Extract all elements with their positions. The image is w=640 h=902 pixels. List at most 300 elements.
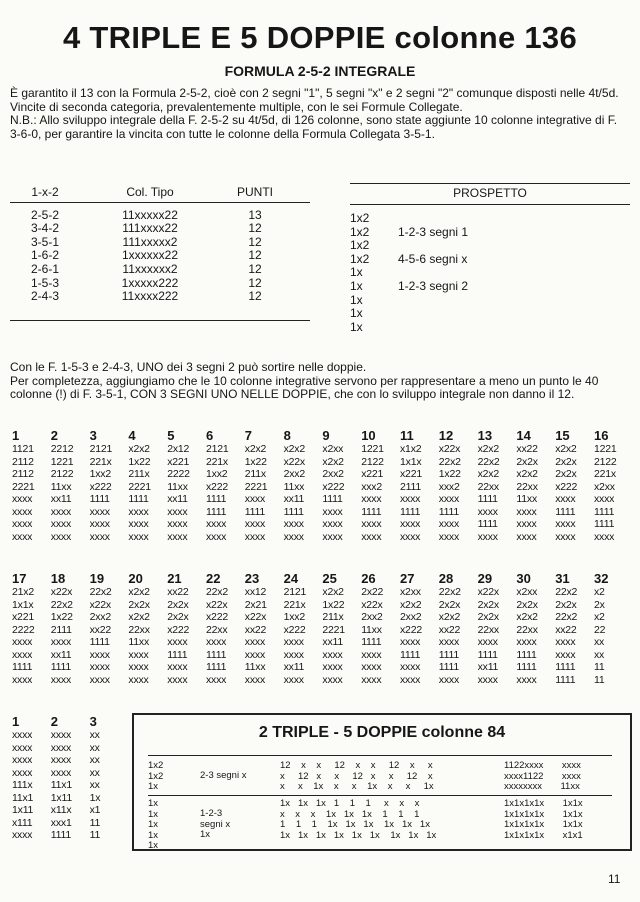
table-cell: 11xxxxx22 — [122, 207, 178, 222]
table-cell: 12 — [248, 248, 262, 263]
column-sign: 2x2x — [128, 598, 150, 611]
column-sign: 1111 — [555, 661, 576, 673]
column-number: 1 — [12, 428, 20, 443]
column-number: 5 — [167, 428, 175, 443]
box-top-signs: 1x2 1x2 1x — [148, 760, 164, 793]
column-number: 28 — [438, 571, 454, 586]
column-sign: xxxx — [89, 661, 110, 673]
column-sign: xxxx — [12, 741, 33, 754]
column-sign: 1xx2 — [283, 611, 305, 623]
column-block — [90, 714, 101, 842]
column-sign: 1x — [89, 791, 101, 804]
column-sign: xxxx — [400, 636, 421, 648]
column-sign: 2221 — [322, 623, 345, 636]
column-sign: 22x2 — [438, 586, 461, 598]
column-sign: 1111 — [167, 648, 188, 661]
column-sign: xxxx — [167, 673, 188, 686]
prospetto-cell: 1x2 — [350, 224, 370, 239]
column-number: 2 — [50, 428, 59, 443]
column-sign: 1x22 — [50, 611, 73, 623]
box-mid-rule — [148, 795, 612, 796]
column-sign: 22x2 — [438, 455, 461, 468]
column-number: 16 — [594, 428, 609, 443]
column-sign: xxxx — [438, 518, 459, 530]
column-number: 14 — [516, 428, 531, 443]
prospetto-row — [350, 280, 630, 294]
column-sign: 2x2x — [477, 611, 499, 623]
column-sign: 2111 — [400, 480, 421, 493]
column-sign: 1111 — [89, 636, 110, 648]
prospetto-row — [350, 266, 630, 280]
column-block — [245, 428, 268, 543]
column-sign: 221x — [206, 455, 228, 468]
column-sign: xxxx — [477, 530, 498, 543]
table-cell: 3-4-2 — [30, 221, 59, 236]
column-sign: x2x2 — [128, 586, 150, 598]
intro-paragraph: È garantito il 13 con la Formula 2-5-2, cioè con 2 segni "1", 5 segni "x" e 2 segni "2" comunque disposti nelle 4t/5d. Vincite di seconda categoria, prevalentemente multiple, con le sei Formule Collegate. — [10, 86, 619, 114]
column-sign: x222 — [89, 480, 112, 493]
column-sign: 11 — [594, 673, 605, 686]
column-sign: xxxx — [555, 493, 576, 505]
prospetto-cell: 1x2 — [350, 211, 370, 225]
box-title: 2 TRIPLE - 5 DOPPIE colonne 84 — [258, 724, 506, 741]
column-sign: xxxx — [244, 518, 265, 530]
intro-text — [10, 87, 630, 141]
column-sign: 1111 — [206, 505, 227, 518]
table-header-row — [10, 186, 310, 200]
table-cell: 111xxxxx2 — [122, 234, 178, 249]
column-sign: xxxx — [50, 673, 71, 686]
column-sign: xxxx — [322, 518, 343, 530]
column-block — [128, 428, 151, 543]
column-block — [478, 428, 500, 543]
column-sign: xxxx — [244, 636, 265, 648]
column-sign: 1111 — [516, 648, 537, 661]
column-block — [516, 428, 537, 543]
column-number: 9 — [322, 428, 330, 443]
column-sign: xx — [89, 779, 100, 791]
box-bottom-right-columns: 1x1x1x1x 1x1x 1x1x1x1x 1x1x 1x1x1x1x 1x1x 1x1x1x1x x1x1 — [504, 798, 583, 841]
column-block — [594, 428, 617, 543]
column-sign: 2121 — [283, 586, 307, 598]
column-sign: xxxx — [244, 530, 265, 543]
column-sign: xxxx — [244, 493, 265, 505]
column-sign: x1x2 — [400, 443, 422, 455]
column-sign: 11xx — [244, 661, 266, 673]
column-sign: 2x2x — [516, 598, 538, 611]
column-number: 1 — [12, 714, 20, 729]
table-cell: 12 — [248, 261, 262, 276]
column-sign: x22x — [206, 598, 228, 611]
summary-box — [132, 713, 632, 851]
column-sign: xxxx — [283, 518, 304, 530]
column-sign: xx22 — [438, 623, 461, 636]
prospetto-cell: 1x2 — [350, 238, 370, 253]
column-sign: x2 — [594, 611, 605, 623]
column-sign: xxxx — [283, 673, 304, 686]
column-block — [206, 571, 228, 686]
prospetto-cell: 4-5-6 segni x — [398, 251, 468, 266]
column-sign: xxxx — [12, 505, 33, 518]
column-sign: 1111 — [89, 493, 110, 505]
column-sign: xxxx — [361, 518, 382, 530]
column-sign: 22xx — [516, 480, 538, 493]
column-sign: 11xx — [283, 480, 305, 493]
column-sign: xxxx — [516, 505, 537, 518]
prospetto-cell: 1x — [350, 292, 363, 307]
column-header: PUNTI — [237, 185, 273, 199]
column-sign: 22xx — [206, 623, 228, 636]
table-cell: 111xxxx22 — [122, 221, 178, 236]
column-sign: xx22 — [244, 623, 267, 636]
column-sign: 22xx — [477, 480, 499, 493]
column-number: 20 — [128, 571, 143, 586]
column-block — [51, 428, 74, 543]
table-cell: 2-6-1 — [30, 261, 59, 276]
column-sign: xxxx — [400, 673, 421, 686]
column-sign: 22x2 — [50, 598, 73, 611]
column-sign: x22x — [89, 598, 111, 611]
column-sign: xxxx — [322, 648, 343, 661]
column-sign: xxxx — [128, 661, 149, 673]
column-sign: 2111 — [50, 623, 72, 636]
column-sign: xxxx — [477, 673, 498, 686]
column-sign: xxxx — [400, 661, 421, 673]
column-sign: xxxx — [438, 530, 459, 543]
column-sign: xxxx — [50, 729, 71, 741]
prospetto-row — [350, 212, 630, 226]
prospetto-top-rule — [350, 183, 630, 184]
prospetto-cell: 1-2-3 segni 1 — [398, 224, 469, 239]
column-sign: xxxx — [89, 530, 110, 543]
table-row — [10, 277, 310, 291]
column-sign: 1x22 — [244, 455, 267, 468]
column-sign: x2x2 — [438, 611, 461, 623]
column-sign: x111 — [12, 816, 33, 829]
column-sign: 2122 — [361, 455, 384, 468]
column-sign: xxxx — [50, 505, 71, 518]
column-sign: 22xx — [477, 623, 499, 636]
column-sign: 2x12 — [167, 443, 190, 455]
prospetto-row — [350, 239, 630, 253]
column-number: 11 — [400, 428, 414, 443]
column-sign: 1x1x — [400, 455, 422, 468]
column-sign: x2x2 — [244, 443, 267, 455]
column-sign: x2x2 — [283, 443, 305, 455]
column-sign: 1xx2 — [206, 468, 228, 480]
table-cell: 12 — [248, 234, 262, 249]
column-sign: 1111 — [50, 661, 72, 673]
table-bottom-rule — [10, 320, 310, 321]
column-sign: 22x2 — [555, 611, 578, 623]
column-sign: xxxx — [12, 729, 33, 741]
column-sign: 2xx2 — [361, 611, 383, 623]
column-sign: x2 — [594, 586, 605, 598]
column-sign: 2122 — [50, 468, 74, 480]
column-sign: xxxx — [206, 530, 227, 543]
column-sign: 221x — [89, 455, 112, 468]
column-sign: 2x2x — [167, 598, 189, 611]
column-sign: x2xx — [400, 586, 421, 598]
column-block — [361, 428, 384, 543]
column-sign: xxxx — [361, 673, 382, 686]
prospetto-row — [350, 321, 630, 335]
column-block — [51, 714, 72, 842]
column-number: 3 — [89, 714, 97, 729]
table-cell: 3-5-1 — [30, 234, 59, 249]
column-sign: x2x2 — [477, 468, 499, 480]
column-sign: 1111 — [477, 648, 498, 661]
column-sign: x22x — [283, 455, 305, 468]
column-sign: xxx1 — [50, 816, 72, 829]
column-sign: xxxx — [89, 505, 110, 518]
column-sign: xx — [594, 636, 605, 648]
column-sign: 2x2x — [555, 455, 577, 468]
column-sign: 1121 — [12, 443, 34, 455]
column-sign: xxxx — [555, 648, 576, 661]
column-sign: xxxx — [167, 661, 188, 673]
column-sign: 2x21 — [244, 598, 267, 611]
table-cell: 11xxxx222 — [121, 289, 179, 304]
column-sign: xx11 — [322, 636, 343, 648]
column-sign: 1111 — [361, 505, 382, 518]
column-sign: xxxx — [50, 530, 71, 543]
column-sign: xxxx — [594, 530, 615, 543]
column-sign: xx22 — [555, 623, 577, 636]
column-sign: xxxx — [516, 518, 537, 530]
table-row — [10, 209, 310, 223]
column-sign: x221 — [400, 468, 422, 480]
column-sign: 11xx — [50, 480, 72, 493]
column-number: 4 — [128, 428, 136, 443]
column-sign: xx11 — [283, 493, 305, 505]
column-block — [400, 571, 422, 686]
column-sign: 2x2x — [555, 598, 577, 611]
column-sign: xx — [89, 741, 100, 754]
column-sign: xxxx — [12, 530, 33, 543]
column-sign: x2x2 — [555, 443, 577, 455]
column-sign: xxxx — [438, 673, 459, 686]
column-sign: 2xx2 — [322, 468, 344, 480]
column-sign: xxxx — [322, 661, 343, 673]
note-line: Con le F. 1-5-3 e 2-4-3, UNO dei 3 segni 2 può sortire nelle doppie. — [10, 360, 367, 374]
column-block — [555, 571, 577, 686]
prospetto-cell: 1x — [350, 306, 363, 321]
column-block — [167, 571, 189, 686]
column-sign: xxxx — [50, 766, 71, 779]
column-sign: 1111 — [206, 661, 227, 673]
column-sign: x11x — [50, 804, 72, 816]
column-sign: 22xx — [516, 623, 538, 636]
column-sign: xxxx — [12, 493, 33, 505]
column-sign: xxxx — [477, 505, 498, 518]
column-sign: xxxx — [555, 518, 576, 530]
column-sign: 1111 — [594, 518, 615, 530]
column-sign: 1111 — [594, 505, 615, 518]
column-sign: x222 — [555, 480, 578, 493]
column-sign: x1 — [89, 804, 101, 816]
column-sign: xx22 — [516, 443, 538, 455]
column-sign: x222 — [167, 623, 190, 636]
box-bottom-label: 1-2-3 segni x 1x — [200, 808, 231, 841]
column-sign: 1111 — [555, 673, 576, 686]
column-sign: 1111 — [438, 661, 460, 673]
column-sign: 1111 — [477, 493, 498, 505]
column-sign: 2212 — [50, 443, 74, 455]
column-number: 31 — [555, 571, 570, 586]
column-sign: 2112 — [12, 468, 34, 480]
table-cell: 11xxxxxx2 — [122, 261, 178, 276]
column-sign: 1111 — [516, 661, 537, 673]
prospetto-cell: 1x — [350, 265, 363, 280]
column-sign: 11xx — [128, 636, 149, 648]
column-sign: 1xx2 — [89, 468, 111, 480]
column-sign: xxxx — [322, 505, 343, 518]
column-sign: 1221 — [50, 455, 74, 468]
column-sign: x221 — [12, 611, 34, 623]
column-sign: 2x2x — [516, 455, 538, 468]
box-top-rule — [148, 755, 612, 756]
column-sign: 1111 — [361, 636, 382, 648]
prospetto-row — [350, 253, 630, 267]
column-header: Col. Tipo — [126, 185, 174, 199]
column-number: 21 — [167, 571, 182, 586]
column-sign: xxxx — [12, 673, 33, 686]
column-number: 32 — [594, 571, 609, 586]
column-sign: xx11 — [477, 661, 499, 673]
column-sign: 2xx2 — [400, 611, 422, 623]
column-block — [12, 714, 33, 842]
column-sign: 22xx — [128, 623, 150, 636]
column-sign: xxxx — [361, 493, 382, 505]
column-sign: xxxx — [167, 636, 188, 648]
column-sign: 2122 — [594, 455, 617, 468]
column-block — [167, 428, 190, 543]
column-sign: 221x — [594, 468, 616, 480]
column-sign: 1221 — [594, 443, 617, 455]
prospetto-table — [350, 186, 630, 334]
column-number: 15 — [555, 428, 570, 443]
column-sign: xxxx — [206, 518, 227, 530]
column-sign: 1111 — [50, 829, 72, 841]
column-sign: xxxx — [89, 648, 110, 661]
column-sign: x221 — [361, 468, 384, 480]
column-block — [439, 571, 461, 686]
column-sign: 1111 — [555, 505, 576, 518]
column-sign: xxxx — [50, 754, 71, 766]
column-sign: xxxx — [89, 673, 110, 686]
column-sign: 2222 — [167, 468, 190, 480]
column-number: 29 — [477, 571, 493, 586]
column-sign: xxxx — [400, 530, 421, 543]
column-sign: xxx2 — [361, 480, 382, 493]
column-sign: x22x — [244, 611, 267, 623]
column-number: 24 — [283, 571, 299, 586]
column-sign: xxxx — [12, 518, 33, 530]
column-sign: x2x2 — [128, 611, 150, 623]
column-sign: xxxx — [477, 636, 498, 648]
column-sign: xx — [594, 648, 605, 661]
column-sign: 1111 — [128, 493, 149, 505]
column-sign: 11xx — [361, 623, 382, 636]
column-sign: 1221 — [361, 443, 384, 455]
column-sign: xxxx — [516, 673, 537, 686]
column-sign: xxxx — [322, 530, 343, 543]
column-sign: xxxx — [283, 648, 304, 661]
column-sign: 22 — [594, 623, 606, 636]
column-sign: xxxx — [50, 636, 71, 648]
table-cell: 2-5-2 — [30, 207, 59, 222]
column-sign: 1x22 — [128, 455, 151, 468]
column-number: 6 — [206, 428, 214, 443]
column-number: 13 — [477, 428, 493, 443]
column-number: 2 — [50, 714, 59, 729]
column-sign: 1111 — [400, 648, 421, 661]
column-sign: x2x2 — [322, 455, 344, 468]
prospetto-cell: 1x2 — [350, 251, 370, 266]
column-sign: 11 — [89, 829, 101, 841]
column-block — [90, 428, 113, 543]
column-sign: 1111 — [400, 505, 421, 518]
column-sign: x2x2 — [477, 443, 499, 455]
note-text — [10, 361, 630, 402]
column-number: 22 — [206, 571, 221, 586]
column-sign: 2x2x — [438, 598, 461, 611]
column-number: 12 — [438, 428, 454, 443]
column-sign: 11x1 — [12, 791, 34, 804]
column-sign: x2x2 — [400, 598, 422, 611]
column-sign: 1111 — [12, 661, 33, 673]
column-block — [439, 428, 461, 543]
column-block — [400, 428, 422, 543]
column-sign: xx22 — [167, 586, 189, 598]
column-sign: xxxx — [12, 766, 33, 779]
column-sign: xx11 — [283, 661, 305, 673]
table-cell: 1xxxxxx22 — [121, 248, 179, 263]
table-cell: 12 — [248, 221, 262, 236]
column-block — [516, 571, 537, 686]
column-sign: xxxx — [400, 518, 421, 530]
column-block — [361, 571, 383, 686]
column-sign: x2xx — [594, 480, 615, 493]
box-bottom-signs: 1x 1x 1x 1x 1x — [148, 798, 159, 852]
column-sign: 1x1x — [12, 598, 34, 611]
column-sign: xxxx — [167, 518, 188, 530]
column-sign: xxxx — [516, 636, 537, 648]
column-sign: xxxx — [244, 648, 265, 661]
column-sign: 1111 — [322, 493, 343, 505]
column-sign: 1x22 — [322, 598, 345, 611]
column-sign: xxxx — [128, 648, 149, 661]
column-sign: 1111 — [283, 505, 304, 518]
column-block — [12, 571, 35, 686]
column-sign: xxxx — [12, 648, 33, 661]
column-sign: 221x — [283, 598, 306, 611]
table-cell: 13 — [248, 207, 262, 222]
column-sign: 2x22 — [361, 586, 384, 598]
box-top-columns: 12 x x 12 x x 12 x x x 12 x x 12 x x 12 x x x 1x x x 1x x x 1x — [280, 760, 434, 793]
page-subtitle: FORMULA 2-5-2 INTEGRALE — [224, 63, 416, 79]
table-cell: 1-5-3 — [30, 275, 59, 290]
column-header: 1-x-2 — [31, 185, 59, 199]
column-sign: xx22 — [89, 623, 111, 636]
column-sign: x22x — [50, 586, 73, 598]
column-sign: 22x2 — [477, 455, 500, 468]
column-block — [322, 571, 345, 686]
box-top-right-columns: 1122xxxx xxxx xxxx1122 xxxx xxxxxxxx 11xx — [504, 760, 581, 793]
column-sign: x2x2 — [128, 443, 150, 455]
column-sign: 2x2x — [477, 598, 499, 611]
